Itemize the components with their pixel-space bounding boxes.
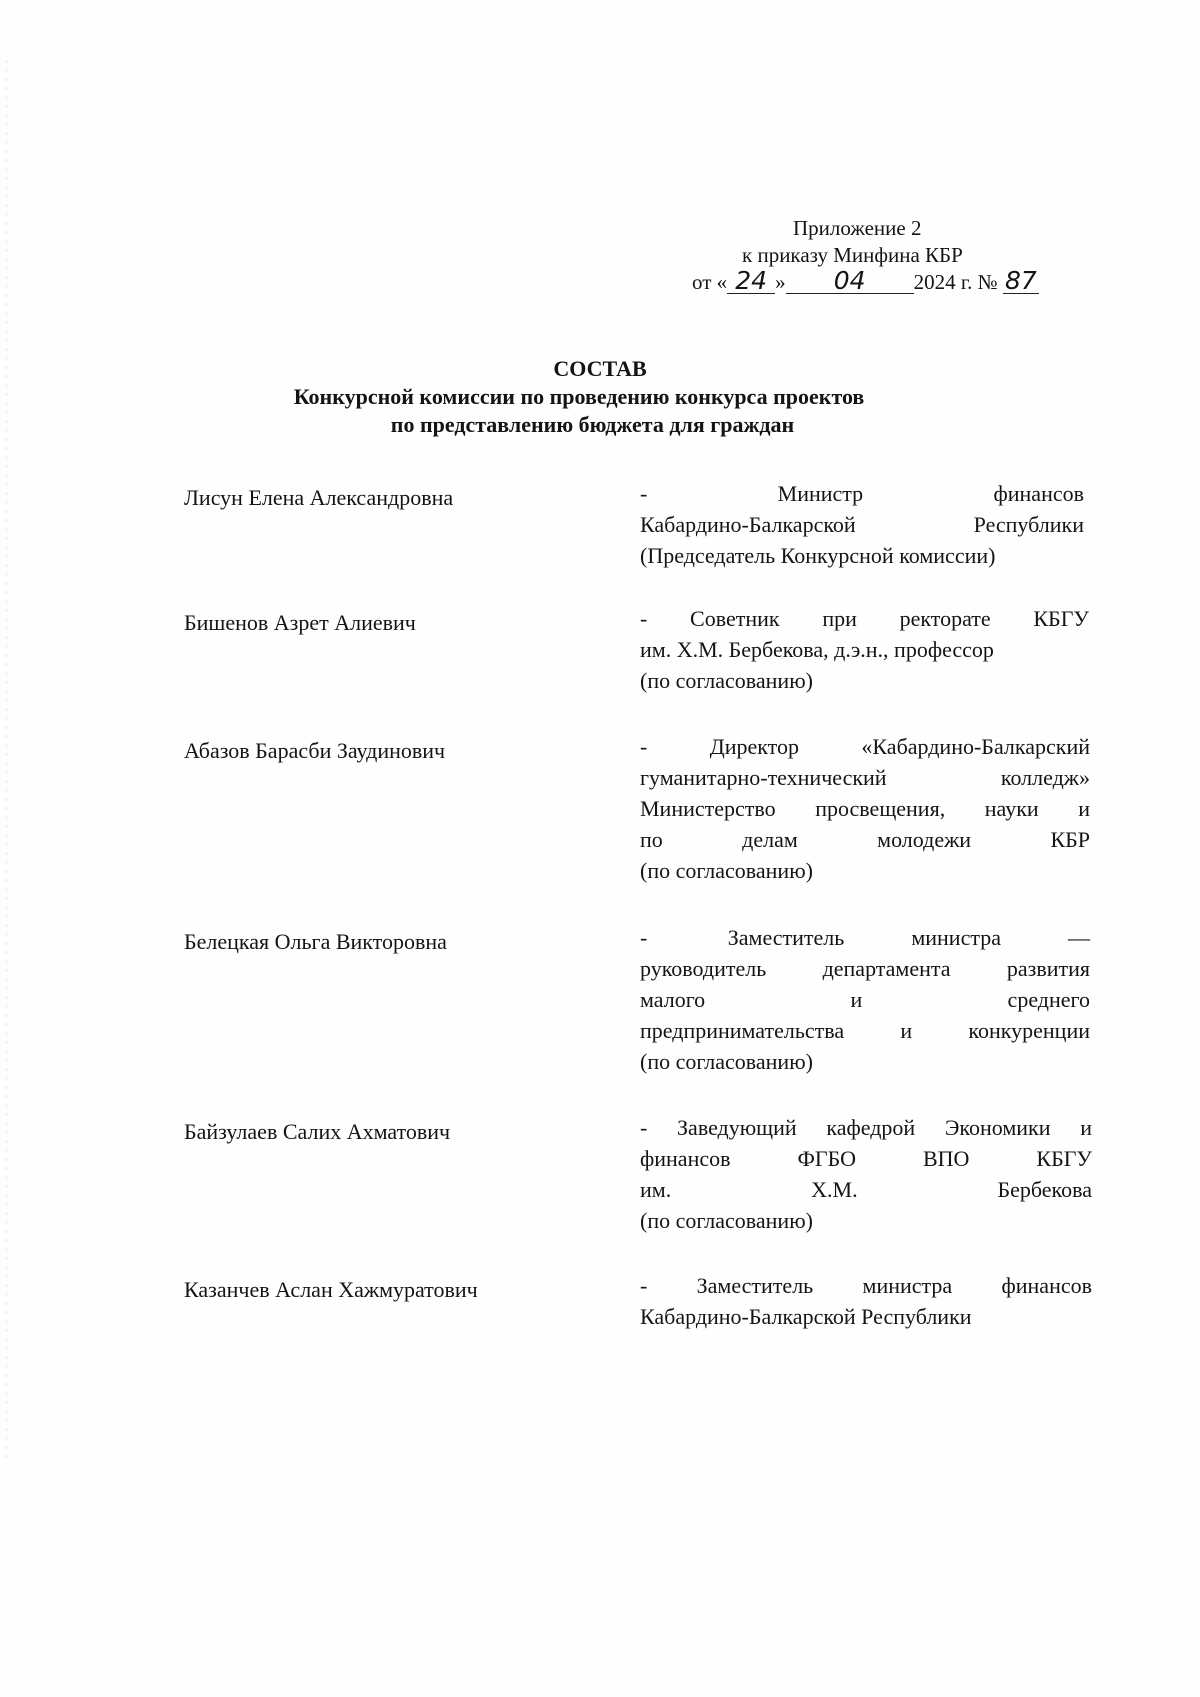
handwritten-order-number: 87 (1003, 269, 1039, 294)
role-line: им. Х.М. Бербекова (640, 1177, 1092, 1202)
role-line: (по согласованию) (640, 858, 813, 883)
role-line: руководитель департамента развития (640, 956, 1090, 981)
member-role (640, 478, 1084, 571)
date-mid: » (775, 270, 786, 294)
annex-header (640, 215, 1060, 296)
role-line: (Председатель Конкурсной комиссии) (640, 543, 996, 568)
role-line: Министерство просвещения, науки и (640, 796, 1090, 821)
title-line-3: по представлению бюджета для граждан (390, 412, 795, 437)
role-line: малого и среднего (640, 987, 1090, 1012)
role-line: (по согласованию) (640, 668, 813, 693)
annex-title: Приложение 2 (793, 216, 922, 240)
member-name: Белецкая Ольга Викторовна (184, 929, 447, 954)
role-line: Кабардино-Балкарской Республики (640, 1304, 972, 1329)
date-year: 2024 г. № (913, 270, 998, 294)
member-name: Казанчев Аслан Хажмуратович (184, 1277, 478, 1302)
title-line-1: СОСТАВ (553, 356, 647, 381)
role-line: - Советник при ректорате КБГУ (640, 606, 1089, 631)
handwritten-day: 24 (727, 269, 775, 294)
role-line: Кабардино-Балкарской Республики (640, 512, 1084, 537)
role-line: по делам молодежи КБР (640, 827, 1090, 852)
scan-edge-artifact (6, 60, 7, 1460)
member-role (640, 922, 1090, 1077)
member-name: Бишенов Азрет Алиевич (184, 610, 416, 635)
role-line: (по согласованию) (640, 1208, 813, 1233)
role-line: - Директор «Кабардино-Балкарский (640, 734, 1090, 759)
handwritten-month: 04 (786, 269, 914, 294)
role-line: гуманитарно-технический колледж» (640, 765, 1090, 790)
date-prefix: от « (692, 270, 728, 294)
member-role (640, 1270, 1092, 1332)
role-line: - Заместитель министра финансов (640, 1273, 1092, 1298)
title-line-2: Конкурсной комиссии по проведению конкурса проектов (293, 384, 865, 409)
member-role (640, 1112, 1092, 1236)
annex-date-line (692, 266, 1060, 296)
member-name: Абазов Барасби Заудинович (184, 738, 446, 763)
member-role (640, 731, 1090, 886)
member-name: Лисун Елена Александровна (184, 485, 454, 510)
annex-order-ref: к приказу Минфина КБР (742, 243, 963, 267)
role-line: - Заведующий кафедрой Экономики и (640, 1115, 1092, 1140)
role-line: - Заместитель министра — (640, 925, 1090, 950)
role-line: (по согласованию) (640, 1049, 813, 1074)
role-line: - Министр финансов (640, 481, 1084, 506)
role-line: им. Х.М. Бербекова, д.э.н., профессор (640, 637, 994, 662)
role-line: финансов ФГБО ВПО КБГУ (640, 1146, 1092, 1171)
member-role (640, 603, 1089, 696)
document-title (0, 355, 1200, 439)
member-name: Байзулаев Салих Ахматович (184, 1119, 451, 1144)
role-line: предпринимательства и конкуренции (640, 1018, 1090, 1043)
